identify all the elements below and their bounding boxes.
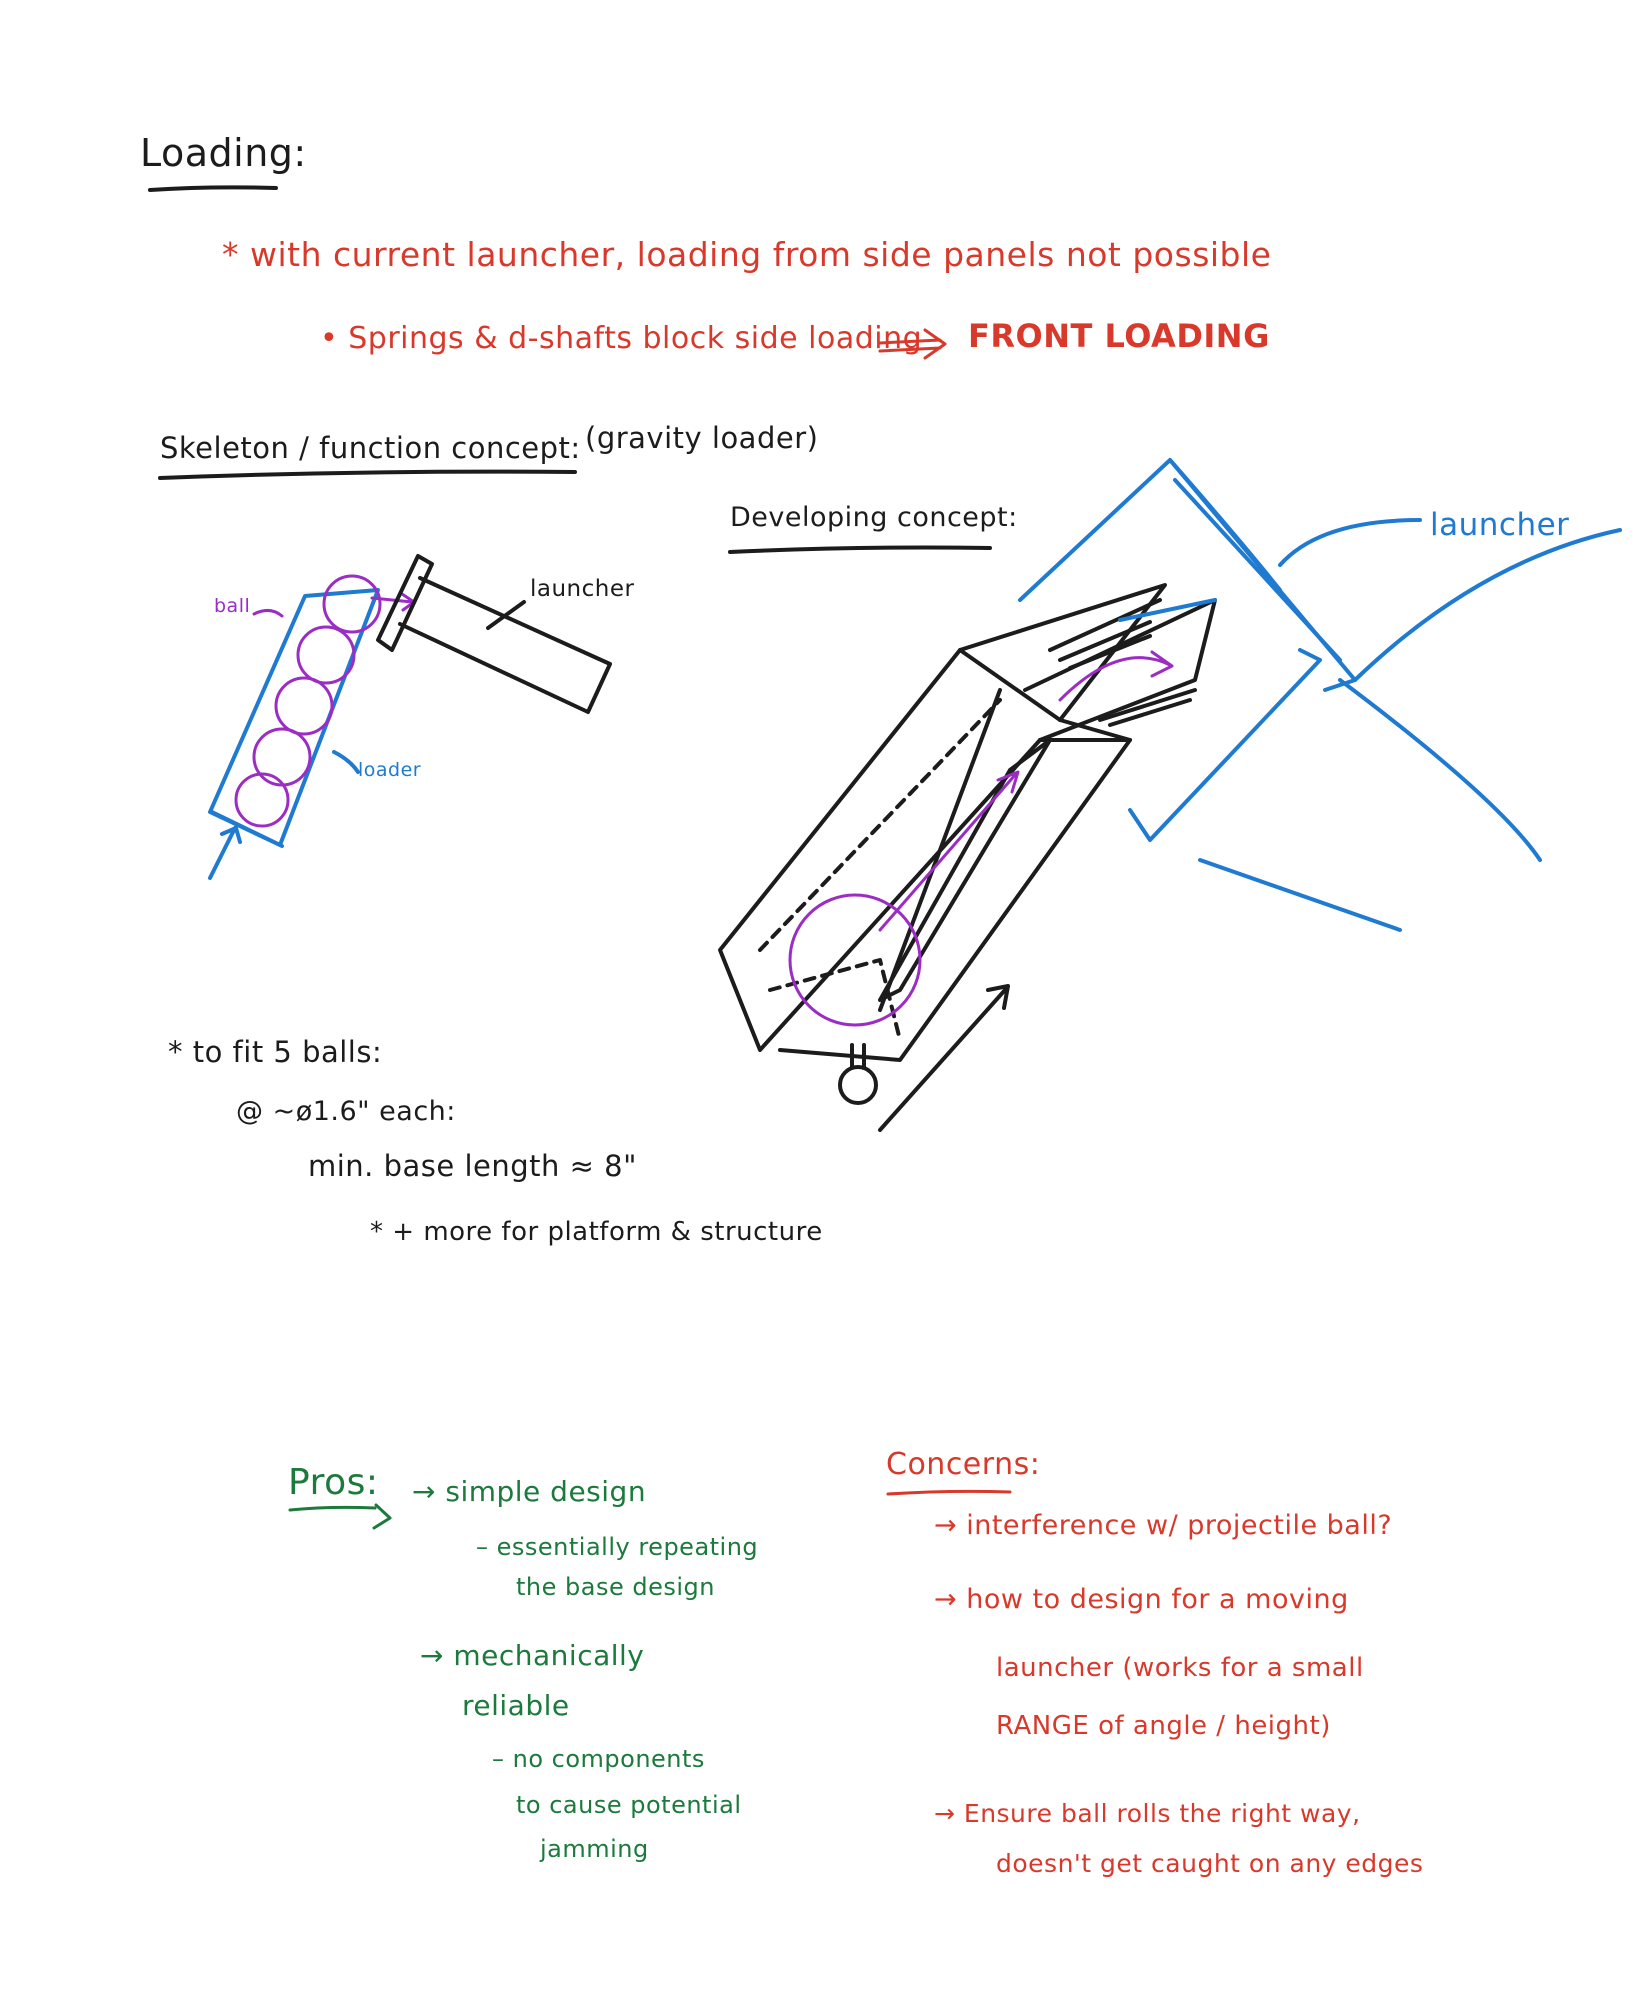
ball-transfer-arrow <box>1060 652 1172 700</box>
loading-note-springs: • Springs & d-shafts block side loading <box>320 321 923 356</box>
skeleton-launcher-label: launcher <box>530 576 635 602</box>
concerns-interference: → interference w/ projectile ball? <box>934 1510 1393 1541</box>
ball <box>276 678 332 734</box>
sizing-more-structure: * + more for platform & structure <box>370 1217 823 1247</box>
pros-reliable: reliable <box>462 1689 570 1722</box>
pros-jamming: jamming <box>540 1835 649 1863</box>
loading-heading: Loading: <box>140 131 307 175</box>
ball <box>298 627 354 683</box>
developing-sketch <box>720 460 1620 1130</box>
pros-repeating: – essentially repeating <box>476 1533 759 1561</box>
pros-base-design: the base design <box>516 1573 715 1601</box>
pros-mechanically: → mechanically <box>420 1639 645 1672</box>
ball-leader-line <box>254 610 282 616</box>
concerns-heading-underline <box>888 1491 1010 1494</box>
sizing-ball-diameter: @ ~ø1.6" each: <box>236 1096 456 1127</box>
pros-no-components: – no components <box>492 1745 705 1773</box>
sizing-fit-balls: * to fit 5 balls: <box>168 1035 383 1069</box>
concerns-caught-edges: doesn't get caught on any edges <box>996 1849 1424 1878</box>
pros-heading-underline <box>290 1507 375 1510</box>
loader-push-arrow <box>210 828 240 878</box>
front-loading-result: FRONT LOADING <box>968 317 1270 355</box>
concerns-moving-launcher: → how to design for a moving <box>934 1584 1349 1615</box>
skeleton-subtitle: (gravity loader) <box>585 421 819 455</box>
developing-heading-underline <box>730 548 990 553</box>
loader-base-plate <box>212 812 282 846</box>
pros-potential: to cause potential <box>516 1791 742 1819</box>
ball <box>254 729 310 785</box>
pros-simple-design: → simple design <box>412 1475 647 1508</box>
launcher-lower-block <box>1130 650 1320 840</box>
skeleton-loader-label: loader <box>358 759 422 781</box>
loader-leader-line <box>334 752 358 772</box>
skeleton-sketch <box>210 556 610 878</box>
concerns-heading: Concerns: <box>886 1447 1041 1482</box>
skeleton-heading-underline <box>160 472 575 478</box>
pros-heading: Pros: <box>288 1462 379 1503</box>
loading-heading-underline <box>150 187 276 190</box>
box-top-prism <box>960 585 1165 720</box>
developing-heading: Developing concept: <box>730 502 1018 533</box>
concerns-small-range: launcher (works for a small <box>996 1653 1364 1683</box>
concerns-ball-rolls: → Ensure ball rolls the right way, <box>934 1799 1361 1828</box>
skeleton-heading: Skeleton / function concept: <box>160 431 581 465</box>
launcher-edge-lines <box>1170 460 1340 660</box>
launcher-body-lines <box>1200 530 1620 930</box>
developing-launcher-label: launcher <box>1430 507 1570 543</box>
loader-tube <box>210 590 378 845</box>
concerns-angle-height: RANGE of angle / height) <box>996 1711 1331 1741</box>
skeleton-ball-label: ball <box>214 595 251 617</box>
ball <box>236 774 288 826</box>
loading-note-side-panels: * with current launcher, loading from side panels not possible <box>222 235 1272 274</box>
sizing-min-length: min. base length ≈ 8" <box>308 1149 637 1183</box>
base-ring <box>840 1067 876 1103</box>
launcher-leader-line <box>1280 520 1420 565</box>
